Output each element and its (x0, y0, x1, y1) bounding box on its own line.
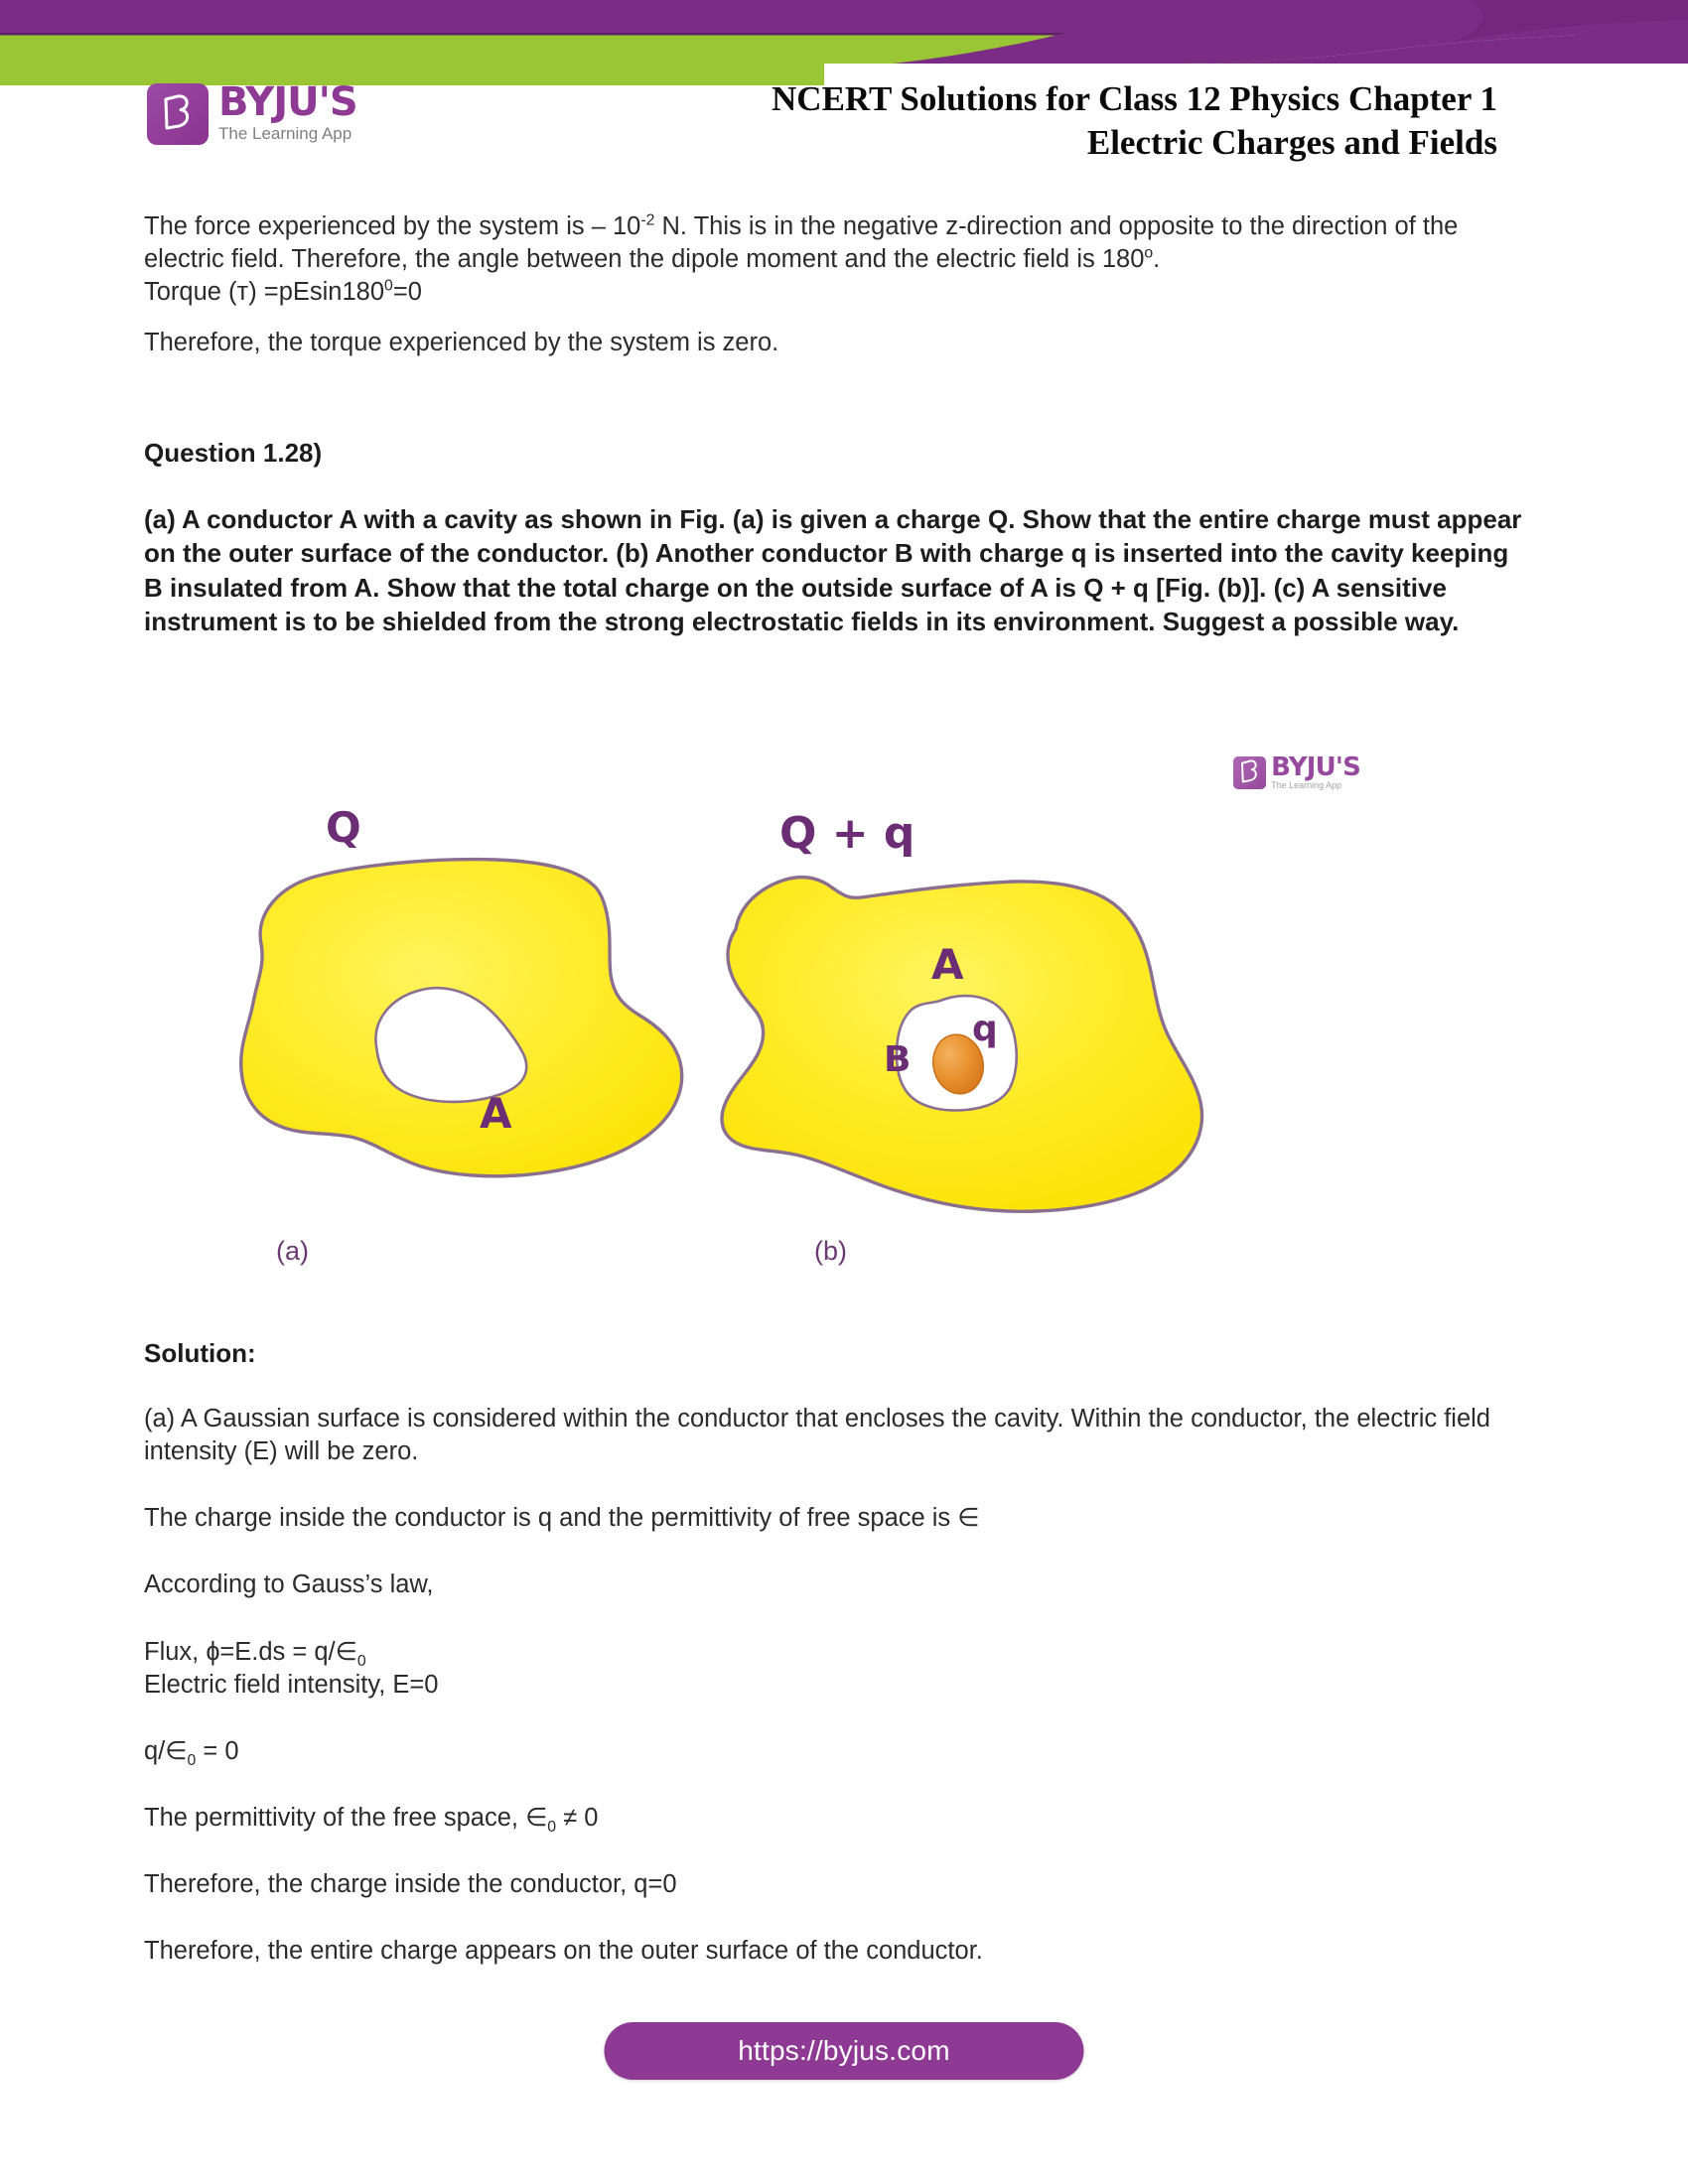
page-title (772, 77, 1497, 165)
figure-caption-a: (a) (276, 1236, 309, 1266)
intro-degree: o (1144, 244, 1154, 262)
byjus-tagline: The Learning App (218, 124, 352, 144)
page-title-line-2: Electric Charges and Fields (1086, 122, 1497, 162)
byjus-logo-mark (147, 83, 209, 145)
document-body (144, 210, 1544, 639)
line7-sub: 0 (547, 1819, 557, 1837)
torque-result: Therefore, the torque experienced by the system is zero. (144, 329, 779, 357)
torque-text-b: =0 (392, 278, 422, 307)
page-header (0, 71, 1688, 181)
b-glyph-icon (147, 83, 209, 145)
question-text: (a) A conductor A with a cavity as shown in Fig. (a) is given a charge Q. Show that the entire charge must appear on the outer surface of the conductor. (b) Another conductor B with charge q is inserted into the cavity keeping B insulated from A. Show that the total charge on the outside surface of A is Q + q [Fig. (b)]. (c) A sensitive instrument is to be shielded from the strong electrostatic fields in its environment. Suggest a possible way. (144, 503, 1522, 637)
solution-line-6 (144, 1735, 1544, 1768)
intro-text-a: The force experienced by the system is – 10 (144, 212, 641, 240)
watermark-text (1271, 754, 1360, 790)
intro-text-c: . (1153, 245, 1161, 274)
byjus-url-button[interactable] (605, 2022, 1084, 2080)
flux-epsilon-sub: 0 (356, 1652, 366, 1670)
flux-text: Flux, ɸ=E.ds = q/∈ (144, 1637, 357, 1666)
line6-sub: 0 (187, 1751, 197, 1769)
solution-line-8: Therefore, the charge inside the conductor, q=0 (144, 1870, 677, 1899)
torque-equation (144, 276, 1544, 309)
solution-body (144, 1338, 1544, 1968)
figure-panel-a (241, 803, 682, 1176)
panel-b-charge-label: Q + q (779, 808, 915, 859)
line7-text-a: The permittivity of the free space, ∈ (144, 1803, 548, 1832)
figure-caption-b: (b) (814, 1236, 847, 1266)
panel-a-charge-label: Q (326, 803, 361, 852)
byjus-brand-name: BYJU'S (218, 79, 357, 125)
torque-degree: 0 (384, 277, 393, 295)
solution-line-9: Therefore, the entire charge appears on the outer surface of the conductor. (144, 1937, 983, 1966)
line6-text-b: = 0 (196, 1736, 239, 1765)
torque-text-a: Torque (т) =pEsin180 (144, 278, 385, 307)
solution-line-7 (144, 1802, 1544, 1835)
solution-line-2: The charge inside the conductor is q and the permittivity of free space is ∈ (144, 1504, 980, 1533)
byjus-logo (147, 79, 357, 145)
panel-b-inner-conductor-label: B (884, 1039, 912, 1080)
figure-byjus-watermark (1233, 754, 1360, 790)
solution-line-3: According to Gauss’s law, (144, 1570, 434, 1599)
byjus-url-label: https://byjus.com (738, 2035, 950, 2066)
watermark-tagline: The Learning App (1271, 780, 1342, 790)
solution-line-5: Electric field intensity, E=0 (144, 1670, 439, 1699)
line7-text-b: ≠ 0 (556, 1803, 599, 1832)
panel-b-conductor-label: A (931, 940, 964, 989)
solution-flux-line (144, 1636, 1544, 1669)
byjus-logo-text (218, 79, 357, 144)
figure-panel-b (722, 808, 1202, 1211)
figure-drawing (144, 790, 1544, 1297)
watermark-logo-mark (1233, 756, 1266, 789)
intro-exponent: -2 (640, 211, 655, 229)
panel-a-conductor-label: A (480, 1089, 512, 1138)
solution-line-1: (a) A Gaussian surface is considered within the conductor that encloses the cavity. Within the conductor, the electric field intensity (E) will be zero. (144, 1405, 1490, 1466)
intro-text-b: N. This is in the negative z-direction and opposite to the direction of the electric field. Therefore, the angle between the dipole moment and the electric field is 180 (144, 212, 1459, 274)
panel-b-inner-charge-label: q (972, 1009, 998, 1049)
question-heading: Question 1.28) (144, 437, 323, 468)
watermark-brand-name: BYJU'S (1271, 752, 1360, 782)
line6-text-a: q/∈ (144, 1736, 188, 1765)
intro-paragraph (144, 210, 1544, 276)
page-title-line-1: NCERT Solutions for Class 12 Physics Chapter 1 (772, 79, 1497, 118)
solution-heading: Solution: (144, 1338, 256, 1368)
figure-container (144, 743, 1544, 1298)
